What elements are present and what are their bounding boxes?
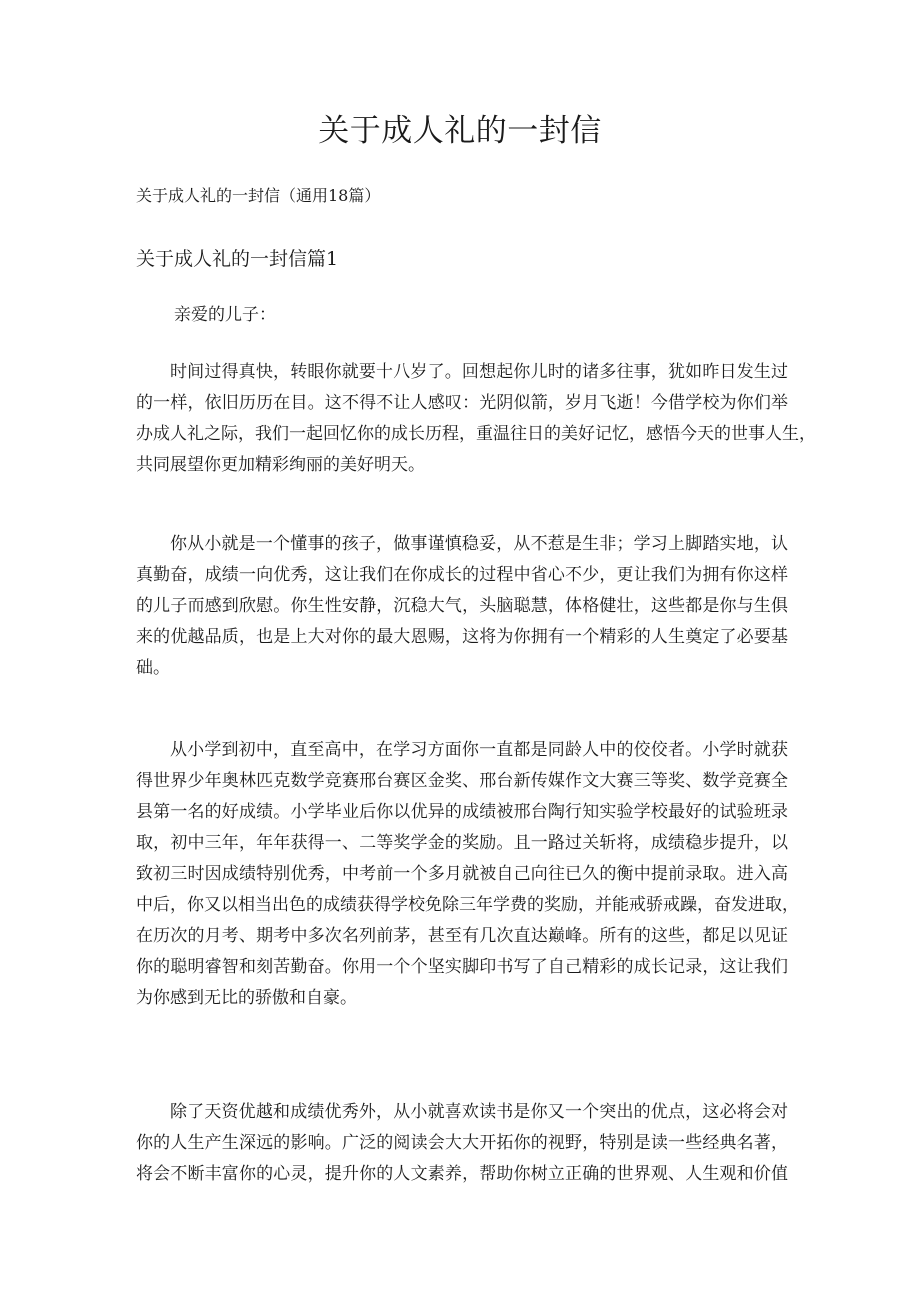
paragraph-line: 从小学到初中，直至高中，在学习方面你一直都是同龄人中的佼佼者。小学时就获 <box>170 740 788 760</box>
document-subtitle: 关于成人礼的一封信（通用18篇） <box>136 186 381 205</box>
paragraph-line: 共同展望你更加精彩绚丽的美好明天。 <box>136 455 425 475</box>
paragraph-line: 中后，你又以相当出色的成绩获得学校免除三年学费的奖励，并能戒骄戒躁，奋发进取， <box>136 895 799 915</box>
paragraph-line: 在历次的月考、期考中多次名列前茅，甚至有几次直达巅峰。所有的这些，都足以见证 <box>136 926 788 946</box>
paragraph-line: 础。 <box>136 658 170 678</box>
paragraph-line: 时间过得真快，转眼你就要十八岁了。回想起你儿时的诸多往事，犹如昨日发生过 <box>170 362 788 382</box>
paragraph-line: 为你感到无比的骄傲和自豪。 <box>136 988 357 1008</box>
paragraph-line: 除了天资优越和成绩优秀外，从小就喜欢读书是你又一个突出的优点，这必将会对 <box>170 1102 788 1122</box>
paragraph-line: 致初三时因成绩特别优秀，中考前一个多月就被自己向往已久的衡中提前录取。进入高 <box>136 864 788 884</box>
paragraph-line: 取，初中三年，年年获得一、二等奖学金的奖励。且一路过关斩将，成绩稳步提升，以 <box>136 833 788 853</box>
document-title: 关于成人礼的一封信 <box>318 113 602 149</box>
paragraph-line: 的儿子而感到欣慰。你生性安静，沉稳大气，头脑聪慧，体格健壮，这些都是你与生俱 <box>136 596 788 616</box>
paragraph-line: 的一样，依旧历历在目。这不得不让人感叹：光阴似箭，岁月飞逝！今借学校为你们举 <box>136 393 788 413</box>
paragraph-line: 你的人生产生深远的影响。广泛的阅读会大大开拓你的视野，特别是读一些经典名著， <box>136 1133 788 1153</box>
paragraph-2 <box>136 529 788 684</box>
paragraph-line: 县第一名的好成绩。小学毕业后你以优异的成绩被邢台陶行知实验学校最好的试验班录 <box>136 802 788 822</box>
paragraph-line: 将会不断丰富你的心灵，提升你的人文素养，帮助你树立正确的世界观、人生观和价值 <box>136 1164 788 1184</box>
paragraph-line: 你的聪明睿智和刻苦勤奋。你用一个个坚实脚印书写了自己精彩的成长记录，这让我们 <box>136 957 788 977</box>
paragraph-4 <box>136 1097 788 1190</box>
salutation: 亲爱的儿子： <box>174 305 276 325</box>
paragraph-line: 真勤奋，成绩一向优秀，这让我们在你成长的过程中省心不少，更让我们为拥有你这样 <box>136 565 788 585</box>
paragraph-1 <box>136 357 816 481</box>
section-heading: 关于成人礼的一封信篇1 <box>136 248 339 270</box>
paragraph-line: 来的优越品质，也是上大对你的最大恩赐，这将为你拥有一个精彩的人生奠定了必要基 <box>136 627 788 647</box>
paragraph-3 <box>136 735 799 1014</box>
paragraph-line: 你从小就是一个懂事的孩子，做事谨慎稳妥，从不惹是生非；学习上脚踏实地，认 <box>170 534 788 554</box>
paragraph-line: 办成人礼之际，我们一起回忆你的成长历程，重温往日的美好记忆，感悟今天的世事人生， <box>136 424 816 444</box>
paragraph-line: 得世界少年奥林匹克数学竞赛邢台赛区金奖、邢台新传媒作文大赛三等奖、数学竞赛全 <box>136 771 788 791</box>
